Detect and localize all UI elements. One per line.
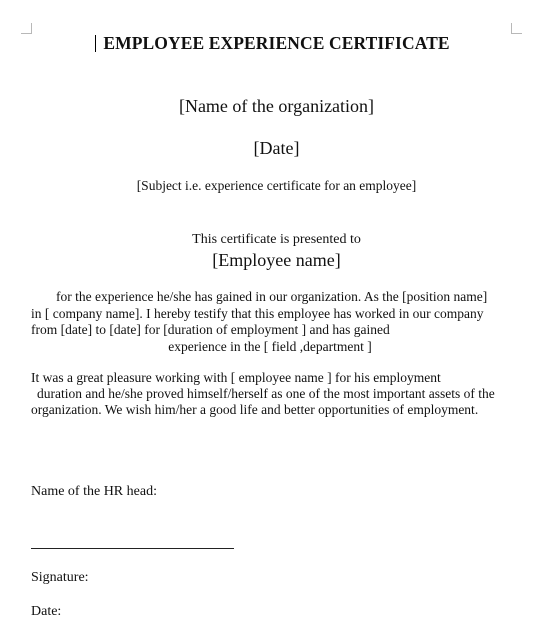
paragraph-1-line-4[interactable]: experience in the [ field ,department ] [168,339,372,354]
paragraph-2-line-2[interactable]: duration and he/she proved himself/herself as one of the most important assets of the [37,386,495,401]
date-label[interactable]: Date: [31,604,62,619]
text-cursor [95,35,96,52]
crop-mark-top-right [511,23,522,34]
paragraph-1-line-2[interactable]: in [ company name]. I hereby testify that this employee has worked in our company [31,306,484,321]
signature-underline [31,548,234,549]
paragraph-1-line-3[interactable]: from [date] to [date] for [duration of employment ] and has gained [31,322,390,337]
organization-name[interactable]: [Name of the organization] [178,96,375,116]
paragraph-2-line-1[interactable]: It was a great pleasure working with [ employee name ] for his employment [31,370,441,385]
certificate-title[interactable]: EMPLOYEE EXPERIENCE CERTIFICATE [103,33,450,53]
certificate-date[interactable]: [Date] [253,138,300,158]
paragraph-2-line-3[interactable]: organization. We wish him/her a good life and better opportunities of employment. [31,402,479,417]
presented-to-text[interactable]: This certificate is presented to [192,232,361,247]
hr-head-label[interactable]: Name of the HR head: [31,484,157,499]
signature-label[interactable]: Signature: [31,570,89,585]
certificate-subject[interactable]: [Subject i.e. experience certificate for an employee] [136,178,417,193]
paragraph-1-line-1[interactable]: for the experience he/she has gained in our organization. As the [position name] [56,289,488,304]
crop-mark-top-left [21,23,32,34]
employee-name[interactable]: [Employee name] [212,250,341,270]
